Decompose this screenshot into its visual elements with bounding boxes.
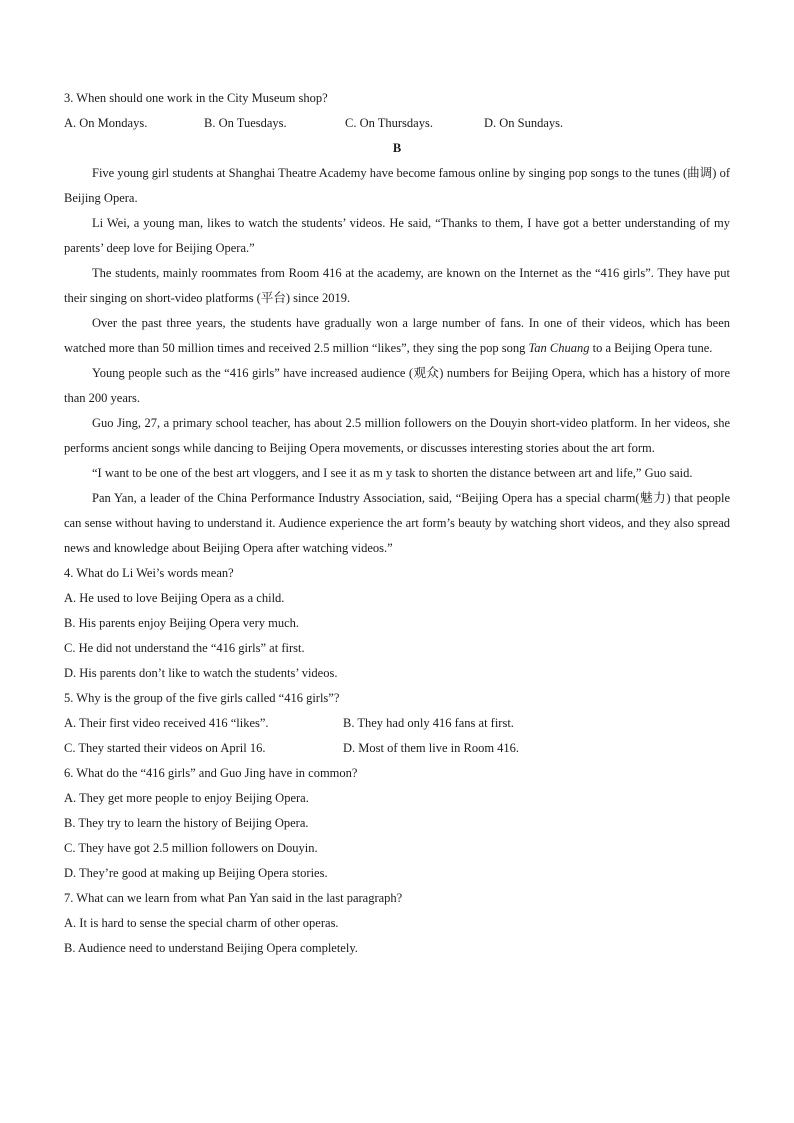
q4-option-d: D. His parents don’t like to watch the students’ videos. [64, 666, 338, 680]
song-title: Tan Chuang [528, 341, 590, 355]
q4-option-b: B. His parents enjoy Beijing Opera very much. [64, 616, 300, 630]
q6-question: 6. What do the “416 girls” and Guo Jing have in common? [64, 766, 358, 780]
q3-option-a: A. On Mondays. [64, 116, 148, 130]
q5-option-a: A. Their first video received 416 “likes”. [64, 716, 269, 730]
passage-paragraph-6: Guo Jing, 27, a primary school teacher, has about 2.5 million followers on the Douyin short-video platform. In her videos, she performs ancient songs while dancing to Beijing Opera movements, or discusses interesting stories about the art form. [64, 416, 730, 455]
q3-option-c: C. On Thursdays. [345, 116, 433, 130]
p4-text-after: to a Beijing Opera tune. [589, 341, 713, 355]
passage-paragraph-4 [64, 311, 730, 361]
q4-option-a: A. He used to love Beijing Opera as a child. [64, 591, 285, 605]
passage-paragraph-7: “I want to be one of the best art vloggers, and I see it as m y task to shorten the distance between art and life,” Guo said. [92, 466, 693, 480]
q5-options-row-1 [64, 711, 730, 736]
q5-question: 5. Why is the group of the five girls called “416 girls”? [64, 691, 340, 705]
q5-options-row-2 [64, 736, 730, 761]
q3-option-d: D. On Sundays. [484, 116, 564, 130]
q6-option-b: B. They try to learn the history of Beijing Opera. [64, 816, 309, 830]
exam-page [64, 86, 730, 961]
q5-option-c: C. They started their videos on April 16. [64, 741, 266, 755]
q4-option-c: C. He did not understand the “416 girls” at first. [64, 641, 305, 655]
q7-option-a: A. It is hard to sense the special charm of other operas. [64, 916, 339, 930]
p4-text-before: Over the past three years, the students have gradually won a large number of fans. In one of their videos, which has been watched more than 50 million times and received 2.5 million “likes”, they sing the pop song [64, 316, 730, 355]
passage-paragraph-3: The students, mainly roommates from Room 416 at the academy, are known on the Internet as the “416 girls”. They have put their singing on short-video platforms (平台) since 2019. [64, 266, 730, 305]
q5-option-d: D. Most of them live in Room 416. [343, 741, 520, 755]
q3-option-b: B. On Tuesdays. [204, 116, 287, 130]
q6-option-a: A. They get more people to enjoy Beijing Opera. [64, 791, 309, 805]
q6-option-c: C. They have got 2.5 million followers on Douyin. [64, 841, 318, 855]
section-b-heading: B [392, 141, 402, 155]
passage-paragraph-1: Five young girl students at Shanghai Theatre Academy have become famous online by singing pop songs to the tunes (曲调) of Beijing Opera. [64, 166, 730, 205]
q7-question: 7. What can we learn from what Pan Yan said in the last paragraph? [64, 891, 403, 905]
q7-option-b: B. Audience need to understand Beijing Opera completely. [64, 941, 358, 955]
q6-option-d: D. They’re good at making up Beijing Opera stories. [64, 866, 328, 880]
q3-options [64, 111, 730, 136]
q3-question: 3. When should one work in the City Museum shop? [64, 91, 328, 105]
q5-option-b: B. They had only 416 fans at first. [343, 716, 514, 730]
q4-question: 4. What do Li Wei’s words mean? [64, 566, 234, 580]
passage-paragraph-8: Pan Yan, a leader of the China Performance Industry Association, said, “Beijing Opera has a special charm(魅力) that people can sense without having to understand it. Audience experience the art form’s beauty by watching short videos, and they also spread news and knowledge about Beijing Opera after watching videos.” [64, 491, 730, 555]
passage-paragraph-5: Young people such as the “416 girls” have increased audience (观众) numbers for Beijing Opera, which has a history of more than 200 years. [64, 366, 730, 405]
passage-paragraph-2: Li Wei, a young man, likes to watch the students’ videos. He said, “Thanks to them, I have got a better understanding of my parents’ deep love for Beijing Opera.” [64, 216, 730, 255]
